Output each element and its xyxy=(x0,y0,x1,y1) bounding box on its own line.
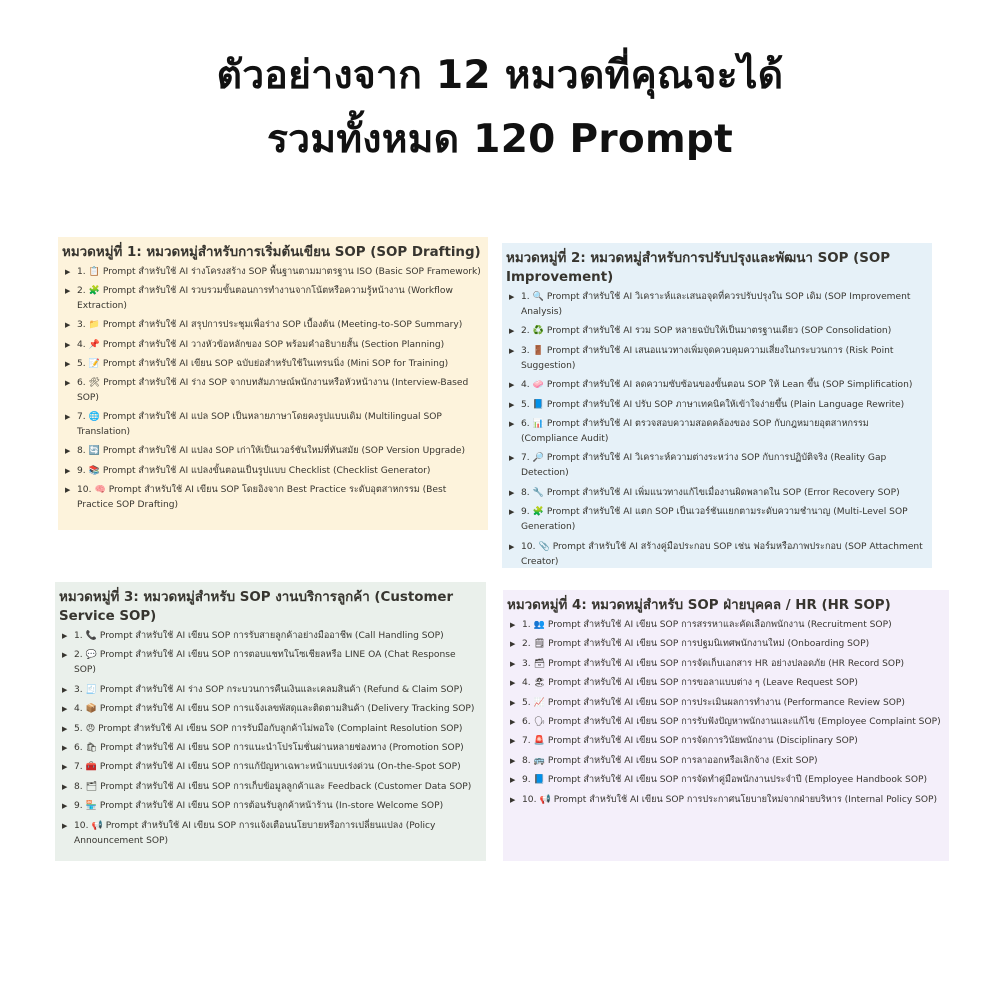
toggle-item[interactable] xyxy=(62,410,482,440)
item-number: 8. xyxy=(521,487,530,498)
item-text: Prompt สำหรับใช้ AI เขียน SOP การเก็บข้อมูลลูกค้าและ Feedback (Customer Data SOP) xyxy=(100,781,472,792)
item-emoji-icon: 📁 xyxy=(88,320,100,331)
item-text: Prompt สำหรับใช้ AI เขียน SOP การปฐมนิเทศพนักงานใหม่ (Onboarding SOP) xyxy=(548,639,870,650)
toggle-item[interactable] xyxy=(62,444,482,459)
item-text: Prompt สำหรับใช้ AI แปลงขั้นตอนเป็นรูปแบบ Checklist (Checklist Generator) xyxy=(102,465,431,476)
item-emoji-icon: 🧼 xyxy=(532,380,544,391)
toggle-item[interactable] xyxy=(59,722,480,737)
item-emoji-icon: 🧠 xyxy=(94,484,106,495)
item-text: Prompt สำหรับใช้ AI เขียน SOP การแก้ปัญหาเฉพาะหน้าแบบเร่งด่วน (On-the-Spot SOP) xyxy=(99,762,461,773)
category-panel-2 xyxy=(502,243,932,568)
toggle-triangle-icon[interactable]: ▶ xyxy=(509,381,515,390)
item-number: 7. xyxy=(521,453,530,464)
toggle-item[interactable] xyxy=(62,464,482,479)
item-emoji-icon: 🌐 xyxy=(88,412,100,423)
toggle-triangle-icon[interactable]: ▶ xyxy=(510,698,516,707)
item-emoji-icon: 🚌 xyxy=(533,755,545,766)
item-text: Prompt สำหรับใช้ AI ร่างโครงสร้าง SOP พื้นฐานตามมาตรฐาน ISO (Basic SOP Framework) xyxy=(102,267,481,277)
toggle-item[interactable] xyxy=(506,505,926,535)
item-number: 10. xyxy=(522,794,537,805)
toggle-triangle-icon[interactable]: ▶ xyxy=(62,821,68,830)
item-emoji-icon: 🧩 xyxy=(88,286,100,297)
item-emoji-icon: 📌 xyxy=(88,339,100,350)
toggle-item[interactable] xyxy=(506,324,926,339)
item-text: Prompt สำหรับใช้ AI เขียน SOP การแนะนำโปรโมชั่นผ่านหลายช่องทาง (Promotion SOP) xyxy=(100,742,464,753)
toggle-triangle-icon[interactable]: ▶ xyxy=(510,737,516,746)
item-number: 7. xyxy=(74,762,83,773)
toggle-triangle-icon[interactable]: ▶ xyxy=(65,268,71,276)
item-text: Prompt สำหรับใช้ AI เขียน SOP การประเมินผลการทำงาน (Performance Review SOP) xyxy=(547,697,905,708)
item-number: 9. xyxy=(77,465,86,476)
item-text: Prompt สำหรับใช้ AI เพิ่มแนวทางแก้ไขเมื่องานผิดพลาดใน SOP (Error Recovery SOP) xyxy=(546,487,900,498)
category-panel-4 xyxy=(503,590,949,861)
item-text: Prompt สำหรับใช้ AI ลดความซับซ้อนของขั้นตอน SOP ให้ Lean ขึ้น (SOP Simplification) xyxy=(546,380,913,391)
item-text: Prompt สำหรับใช้ AI เขียน SOP การต้อนรับลูกค้าหน้าร้าน (In-store Welcome SOP) xyxy=(99,801,444,812)
toggle-item[interactable] xyxy=(59,799,480,814)
headline-line-2: รวมทั้งหมด 120 Prompt xyxy=(266,117,734,162)
toggle-item[interactable] xyxy=(62,338,482,353)
item-number: 6. xyxy=(74,742,83,753)
toggle-triangle-icon[interactable]: ▶ xyxy=(65,378,71,387)
item-text: Prompt สำหรับใช้ AI รวบรวมขั้นตอนการทำงานจากโน้ตหรือความรู้หน้างาน (Workflow Extraction) xyxy=(77,286,453,312)
item-number: 6. xyxy=(522,716,531,727)
item-text: Prompt สำหรับใช้ AI เขียน SOP โดยอิงจาก Best Practice ระดับอุตสาหกรรม (Best Practice SOP Drafting) xyxy=(77,484,447,510)
item-emoji-icon: 📦 xyxy=(85,704,97,715)
item-number: 2. xyxy=(77,286,86,297)
item-emoji-icon: 📘 xyxy=(532,399,544,410)
item-number: 4. xyxy=(77,339,86,350)
category-title: หมวดหมู่ที่ 3: หมวดหมู่สำหรับ SOP งานบริการลูกค้า (Customer Service SOP) xyxy=(59,590,454,624)
toggle-triangle-icon[interactable]: ▶ xyxy=(62,782,68,791)
toggle-triangle-icon[interactable]: ▶ xyxy=(509,508,515,517)
item-emoji-icon: 🗃 xyxy=(533,658,546,669)
item-number: 1. xyxy=(522,620,531,630)
item-emoji-icon: 📞 xyxy=(85,631,97,641)
item-number: 1. xyxy=(74,631,83,641)
toggle-item[interactable] xyxy=(59,741,480,756)
toggle-triangle-icon[interactable]: ▶ xyxy=(509,454,515,463)
toggle-triangle-icon[interactable]: ▶ xyxy=(510,776,516,785)
toggle-triangle-icon[interactable]: ▶ xyxy=(65,485,71,494)
item-number: 7. xyxy=(522,736,531,747)
item-text: Prompt สำหรับใช้ AI เขียน SOP การจัดการวินัยพนักงาน (Disciplinary SOP) xyxy=(547,736,858,747)
item-text: Prompt สำหรับใช้ AI เขียน SOP การตอบแชทในโซเชียลหรือ LINE OA (Chat Response SOP) xyxy=(74,650,456,676)
item-number: 7. xyxy=(77,412,86,423)
item-text: Prompt สำหรับใช้ AI ตรวจสอบความสอดคล้องของ SOP กับกฎหมายอุตสาหกรรม (Compliance Audit) xyxy=(521,418,869,444)
toggle-item[interactable] xyxy=(62,483,482,513)
toggle-item[interactable] xyxy=(59,629,480,644)
item-number: 6. xyxy=(521,418,530,429)
item-number: 2. xyxy=(74,650,83,661)
item-number: 10. xyxy=(521,541,536,552)
item-text: Prompt สำหรับใช้ AI เขียน SOP การลาออกหรือเลิกจ้าง (Exit SOP) xyxy=(547,755,818,766)
item-number: 4. xyxy=(521,380,530,391)
toggle-item[interactable] xyxy=(507,618,943,633)
item-text: Prompt สำหรับใช้ AI เขียน SOP การแจ้งเตือนนโยบายหรือการเปลี่ยนแปลง (Policy Announcement SOP) xyxy=(74,820,436,846)
toggle-triangle-icon[interactable]: ▶ xyxy=(65,287,71,296)
toggle-item[interactable] xyxy=(506,344,926,374)
category-title: หมวดหมู่ที่ 4: หมวดหมู่สำหรับ SOP ฝ่ายบุคคล / HR (HR SOP) xyxy=(507,598,891,613)
item-emoji-icon: 🔎 xyxy=(532,453,544,464)
toggle-triangle-icon[interactable]: ▶ xyxy=(62,632,68,640)
toggle-item[interactable] xyxy=(506,290,926,320)
toggle-triangle-icon[interactable]: ▶ xyxy=(62,651,68,660)
item-emoji-icon: 🧩 xyxy=(532,507,544,518)
item-text: Prompt สำหรับใช้ AI รวม SOP หลายฉบับให้เป็นมาตรฐานเดียว (SOP Consolidation) xyxy=(546,326,892,337)
toggle-triangle-icon[interactable]: ▶ xyxy=(509,542,515,551)
item-number: 3. xyxy=(74,684,83,695)
toggle-triangle-icon[interactable]: ▶ xyxy=(510,717,516,726)
item-text: Prompt สำหรับใช้ AI เขียน SOP ฉบับย่อสำหรับใช้ในเทรนนิ่ง (Mini SOP for Training) xyxy=(102,358,449,369)
item-number: 8. xyxy=(522,755,531,766)
item-emoji-icon: 🗂 xyxy=(85,781,98,792)
toggle-item[interactable] xyxy=(59,683,480,698)
item-text: Prompt สำหรับใช้ AI แปลง SOP เก่าให้เป็นเวอร์ชันใหม่ที่ทันสมัย (SOP Version Upgrade) xyxy=(102,446,466,457)
item-text: Prompt สำหรับใช้ AI เขียน SOP การรับสายลูกค้าอย่างมืออาชีพ (Call Handling SOP) xyxy=(99,631,444,641)
item-emoji-icon: 📚 xyxy=(88,465,100,476)
item-emoji-icon: 📢 xyxy=(91,820,103,831)
headline-line-1: ตัวอย่างจาก 12 หมวดที่คุณจะได้ xyxy=(216,53,784,98)
toggle-triangle-icon[interactable]: ▶ xyxy=(509,488,515,497)
prompt-list xyxy=(62,265,482,513)
toggle-item[interactable] xyxy=(59,780,480,795)
item-text: Prompt สำหรับใช้ AI เขียน SOP การแจ้งเลขพัสดุและติดตามสินค้า (Delivery Tracking SOP) xyxy=(99,704,475,715)
item-emoji-icon: 📘 xyxy=(533,775,545,786)
toggle-item[interactable] xyxy=(506,398,926,413)
item-emoji-icon: ♻️ xyxy=(532,326,544,337)
toggle-triangle-icon[interactable]: ▶ xyxy=(62,763,68,772)
toggle-triangle-icon[interactable]: ▶ xyxy=(510,795,516,804)
item-text: Prompt สำหรับใช้ AI วิเคราะห์ความต่างระหว่าง SOP กับการปฏิบัติจริง (Reality Gap Detection) xyxy=(521,453,887,479)
toggle-item[interactable] xyxy=(62,284,482,314)
toggle-item[interactable] xyxy=(506,417,926,447)
toggle-triangle-icon[interactable]: ▶ xyxy=(65,340,71,349)
toggle-triangle-icon[interactable]: ▶ xyxy=(65,466,71,475)
item-text: Prompt สำหรับใช้ AI สร้างคู่มือประกอบ SOP เช่น ฟอร์มหรือภาพประกอบ (SOP Attachment Creator) xyxy=(521,541,923,567)
toggle-item[interactable] xyxy=(62,376,482,406)
toggle-triangle-icon[interactable]: ▶ xyxy=(509,293,515,301)
item-text: Prompt สำหรับใช้ AI แปล SOP เป็นหลายภาษาโดยคงรูปแบบเดิม (Multilingual SOP Translation) xyxy=(77,412,442,438)
item-emoji-icon: 🏖 xyxy=(533,678,546,689)
toggle-item[interactable] xyxy=(507,715,943,730)
toggle-triangle-icon[interactable]: ▶ xyxy=(509,346,515,355)
toggle-triangle-icon[interactable]: ▶ xyxy=(62,685,68,694)
item-emoji-icon: 🔄 xyxy=(88,446,100,457)
item-text: Prompt สำหรับใช้ AI เขียน SOP การสรรหาและคัดเลือกพนักงาน (Recruitment SOP) xyxy=(547,620,892,630)
item-number: 5. xyxy=(521,399,530,410)
toggle-item[interactable] xyxy=(59,760,480,775)
toggle-triangle-icon[interactable]: ▶ xyxy=(65,321,71,330)
toggle-triangle-icon[interactable]: ▶ xyxy=(510,679,516,688)
toggle-triangle-icon[interactable]: ▶ xyxy=(62,802,68,811)
item-text: Prompt สำหรับใช้ AI เขียน SOP การขอลาแบบต่าง ๆ (Leave Request SOP) xyxy=(548,678,858,689)
item-emoji-icon: 🛍 xyxy=(85,742,98,753)
toggle-item[interactable] xyxy=(507,637,943,652)
toggle-item[interactable] xyxy=(506,486,926,501)
item-emoji-icon: 🔍 xyxy=(532,292,544,302)
toggle-item[interactable] xyxy=(506,540,926,570)
toggle-item[interactable] xyxy=(507,696,943,711)
toggle-item[interactable] xyxy=(507,734,943,749)
item-text: Prompt สำหรับใช้ AI เขียน SOP การรับมือกับลูกค้าไม่พอใจ (Complaint Resolution SOP) xyxy=(98,723,463,734)
toggle-triangle-icon[interactable]: ▶ xyxy=(510,756,516,765)
item-number: 2. xyxy=(521,326,530,337)
item-number: 5. xyxy=(522,697,531,708)
category-panel-3 xyxy=(55,582,486,861)
category-title: หมวดหมู่ที่ 1: หมวดหมู่สำหรับการเริ่มต้นเขียน SOP (SOP Drafting) xyxy=(62,245,481,260)
toggle-item[interactable] xyxy=(59,819,480,849)
item-number: 10. xyxy=(77,484,92,495)
prompt-list xyxy=(507,618,943,808)
item-number: 2. xyxy=(522,639,531,650)
toggle-item[interactable] xyxy=(59,648,480,678)
item-number: 9. xyxy=(521,507,530,518)
toggle-item[interactable] xyxy=(62,357,482,372)
toggle-item[interactable] xyxy=(62,265,482,280)
item-emoji-icon: 🏪 xyxy=(85,801,97,812)
toggle-item[interactable] xyxy=(62,318,482,333)
item-emoji-icon: 🗣 xyxy=(533,716,546,727)
toggle-triangle-icon[interactable]: ▶ xyxy=(510,640,516,649)
item-emoji-icon: 📎 xyxy=(538,541,550,552)
toggle-triangle-icon[interactable]: ▶ xyxy=(65,413,71,422)
item-number: 8. xyxy=(74,781,83,792)
toggle-triangle-icon[interactable]: ▶ xyxy=(62,743,68,752)
item-text: Prompt สำหรับใช้ AI เขียน SOP การจัดเก็บเอกสาร HR อย่างปลอดภัย (HR Record SOP) xyxy=(548,658,905,669)
toggle-item[interactable] xyxy=(507,773,943,788)
item-text: Prompt สำหรับใช้ AI วิเคราะห์และเสนอจุดที่ควรปรับปรุงใน SOP เดิม (SOP Improvement Analysis) xyxy=(521,292,911,317)
item-emoji-icon: 😠 xyxy=(85,723,96,734)
toggle-triangle-icon[interactable]: ▶ xyxy=(65,359,71,368)
item-text: Prompt สำหรับใช้ AI ปรับ SOP ภาษาเทคนิคให้เข้าใจง่ายขึ้น (Plain Language Rewrite) xyxy=(546,399,905,410)
item-emoji-icon: 📈 xyxy=(533,697,545,708)
item-text: Prompt สำหรับใช้ AI ร่าง SOP จากบทสัมภาษณ์พนักงานหรือหัวหน้างาน (Interview-Based SOP) xyxy=(77,377,469,403)
toggle-triangle-icon[interactable]: ▶ xyxy=(510,621,516,629)
item-number: 3. xyxy=(77,320,86,331)
toggle-triangle-icon[interactable]: ▶ xyxy=(509,400,515,409)
item-number: 4. xyxy=(74,704,83,715)
category-title: หมวดหมู่ที่ 2: หมวดหมู่สำหรับการปรับปรุงและพัฒนา SOP (SOP Improvement) xyxy=(506,251,891,285)
item-number: 5. xyxy=(74,723,83,734)
toggle-item[interactable] xyxy=(59,702,480,717)
item-emoji-icon: 👥 xyxy=(533,620,545,630)
item-emoji-icon: 📋 xyxy=(88,267,100,277)
item-emoji-icon: 🧾 xyxy=(85,684,97,695)
item-number: 4. xyxy=(522,678,531,689)
toggle-triangle-icon[interactable]: ▶ xyxy=(509,327,515,336)
prompt-list xyxy=(59,629,480,849)
item-text: Prompt สำหรับใช้ AI สรุปการประชุมเพื่อร่าง SOP เบื้องต้น (Meeting-to-SOP Summary) xyxy=(102,320,463,331)
toggle-item[interactable] xyxy=(506,451,926,481)
toggle-triangle-icon[interactable]: ▶ xyxy=(65,447,71,456)
item-emoji-icon: 🛠 xyxy=(88,377,101,388)
item-text: Prompt สำหรับใช้ AI ร่าง SOP กระบวนการคืนเงินและเคลมสินค้า (Refund & Claim SOP) xyxy=(99,684,463,695)
item-emoji-icon: 🚪 xyxy=(532,345,544,356)
toggle-item[interactable] xyxy=(506,378,926,393)
item-number: 1. xyxy=(77,267,86,277)
toggle-triangle-icon[interactable]: ▶ xyxy=(510,659,516,668)
item-emoji-icon: 🧰 xyxy=(85,762,97,773)
item-text: Prompt สำหรับใช้ AI วางหัวข้อหลักของ SOP พร้อมคำอธิบายสั้น (Section Planning) xyxy=(102,339,445,350)
toggle-item[interactable] xyxy=(507,793,943,808)
item-number: 8. xyxy=(77,446,86,457)
prompt-list xyxy=(506,290,926,570)
category-panel-1 xyxy=(58,237,488,530)
headline xyxy=(0,44,1000,172)
item-emoji-icon: 🗒 xyxy=(533,639,546,650)
toggle-triangle-icon[interactable]: ▶ xyxy=(509,419,515,428)
item-number: 6. xyxy=(77,377,86,388)
item-number: 9. xyxy=(74,801,83,812)
item-text: Prompt สำหรับใช้ AI เขียน SOP การประกาศนโยบายใหม่จากฝ่ายบริหาร (Internal Policy SOP) xyxy=(553,794,938,805)
item-emoji-icon: 🚨 xyxy=(533,736,545,747)
item-text: Prompt สำหรับใช้ AI เขียน SOP การรับฟังปัญหาพนักงานและแก้ไข (Employee Complaint SOP) xyxy=(548,716,941,727)
item-emoji-icon: 📝 xyxy=(88,358,100,369)
item-number: 5. xyxy=(77,358,86,369)
item-text: Prompt สำหรับใช้ AI เสนอแนวทางเพิ่มจุดควบคุมความเสี่ยงในกระบวนการ (Risk Point Suggestion) xyxy=(521,345,894,371)
toggle-item[interactable] xyxy=(507,754,943,769)
toggle-triangle-icon[interactable]: ▶ xyxy=(62,705,68,714)
item-number: 9. xyxy=(522,775,531,786)
item-emoji-icon: 📊 xyxy=(532,418,544,429)
item-emoji-icon: 📢 xyxy=(539,794,551,805)
item-number: 3. xyxy=(522,658,531,669)
item-text: Prompt สำหรับใช้ AI เขียน SOP การจัดทำคู่มือพนักงานประจำปี (Employee Handbook SOP) xyxy=(547,775,928,786)
item-emoji-icon: 💬 xyxy=(85,650,97,661)
item-text: Prompt สำหรับใช้ AI แตก SOP เป็นเวอร์ชันแยกตามระดับความชำนาญ (Multi-Level SOP Generation) xyxy=(521,507,908,533)
toggle-item[interactable] xyxy=(507,657,943,672)
toggle-item[interactable] xyxy=(507,676,943,691)
toggle-triangle-icon[interactable]: ▶ xyxy=(62,724,68,733)
item-number: 10. xyxy=(74,820,89,831)
item-number: 1. xyxy=(521,292,530,302)
item-number: 3. xyxy=(521,345,530,356)
item-emoji-icon: 🔧 xyxy=(532,487,544,498)
